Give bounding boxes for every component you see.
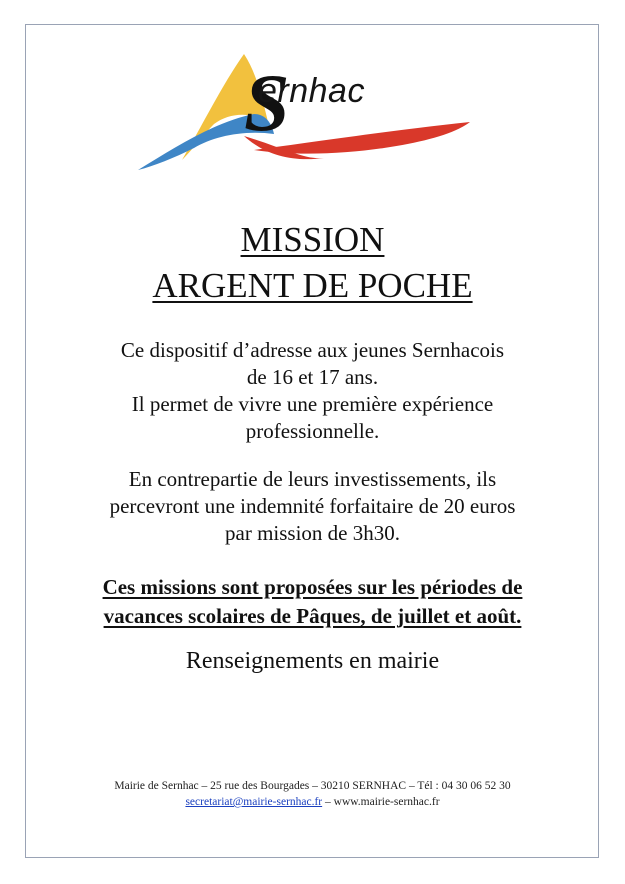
logo-initial: S	[244, 57, 290, 148]
intro-line: de 16 et 17 ans.	[246, 365, 379, 389]
footer	[0, 778, 625, 810]
periods-line: vacances scolaires de Pâques, de juillet et août.	[103, 604, 522, 628]
periods-notice	[40, 573, 585, 631]
compensation-paragraph	[40, 466, 585, 547]
intro-line: professionnelle.	[245, 419, 380, 443]
footer-address: Mairie de Sernhac – 25 rue des Bourgades – 30210 SERNHAC – Tél : 04 30 06 52 30	[114, 780, 511, 792]
logo-wordmark: ernhac	[258, 72, 365, 110]
intro-paragraph	[40, 337, 585, 445]
footer-separator: –	[322, 796, 334, 808]
periods-line: Ces missions sont proposées sur les périodes de	[102, 575, 523, 599]
sernhac-logo	[134, 52, 474, 177]
title-line-2: ARGENT DE POCHE	[152, 266, 473, 305]
title-line-1: MISSION	[240, 220, 385, 259]
email-link[interactable]: secretariat@mairie-sernhac.fr	[185, 796, 323, 808]
compensation-line: percevront une indemnité forfaitaire de 20 euros	[109, 494, 516, 518]
intro-line: Ce dispositif d’adresse aux jeunes Sernhacois	[120, 338, 505, 362]
compensation-line: En contrepartie de leurs investissements, ils	[128, 467, 497, 491]
footer-contact	[0, 794, 625, 810]
intro-line: Il permet de vivre une première expérience	[131, 392, 494, 416]
info-line: Renseignements en mairie	[185, 648, 440, 674]
website-text: www.mairie-sernhac.fr	[333, 796, 440, 808]
compensation-line: par mission de 3h30.	[225, 521, 400, 545]
